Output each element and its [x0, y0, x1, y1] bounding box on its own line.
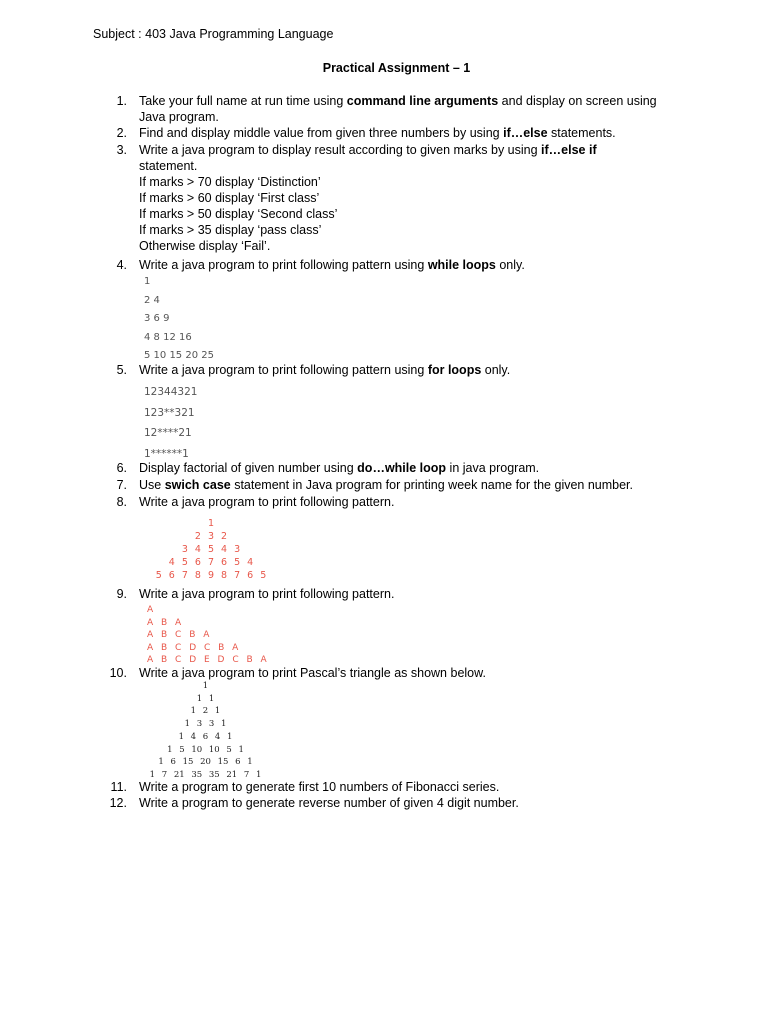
- list-item: 4. Write a java program to print following pattern using while loops only.: [116, 258, 525, 272]
- marks-rule: If marks > 35 display ‘pass class’: [139, 223, 322, 237]
- pattern-9: A A B A A B C B A A B C D C B A A B C D E D C B A: [147, 605, 267, 665]
- list-item: 6. Display factorial of given number using do…while loop in java program.: [116, 461, 540, 475]
- list-item: 5. Write a java program to print following pattern using for loops only.: [116, 363, 511, 377]
- pattern-5: 12344321 123**321 12****21 1******1: [144, 386, 198, 460]
- subject-line: Subject : 403 Java Programming Language: [93, 27, 334, 41]
- list-item: 12. Write a program to generate reverse number of given 4 digit number.: [109, 796, 519, 810]
- list-item: 8. Write a java program to print following pattern.: [116, 495, 395, 509]
- list-item: 11. Write a program to generate first 10 numbers of Fibonacci series.: [110, 780, 500, 794]
- document-title: Practical Assignment – 1: [322, 61, 471, 75]
- list-item: 3. Write a java program to display result according to given marks by using if…else if statement. If marks > 70 display ‘Distinction’ If marks > 60 display ‘First class’ If marks > 50 display ‘Second class’ If marks > 35 display ‘pass class’ Otherwise display ‘Fail’.: [113, 142, 693, 254]
- list-item: 1. Take your full name at run time using command line arguments and display on screen using Java program.: [116, 94, 657, 124]
- pascal-triangle: 1 1 1 1 2 1 1 3 3 1 1 4 6 4 1 1 5 10 10 5 1 1 6 15 20 15 6 1 1 7 21 35 35 21 7 1: [149, 681, 262, 780]
- list-item: 9. Write a java program to print following pattern.: [116, 587, 395, 601]
- marks-rule: Otherwise display ‘Fail’.: [139, 239, 271, 253]
- list-item: 7. Use swich case statement in Java program for printing week name for the given number.: [116, 478, 634, 492]
- list-item: 10. Write a java program to print Pascal’s triangle as shown below.: [109, 666, 486, 680]
- marks-rule: If marks > 50 display ‘Second class’: [139, 207, 338, 221]
- list-item: 2. Find and display middle value from given three numbers by using if…else statements.: [116, 126, 616, 140]
- pattern-4: 1 2 4 3 6 9 4 8 12 16 5 10 15 20 25: [144, 276, 214, 361]
- marks-rule: If marks > 60 display ‘First class’: [139, 191, 320, 205]
- marks-rule: If marks > 70 display ‘Distinction’: [139, 175, 321, 189]
